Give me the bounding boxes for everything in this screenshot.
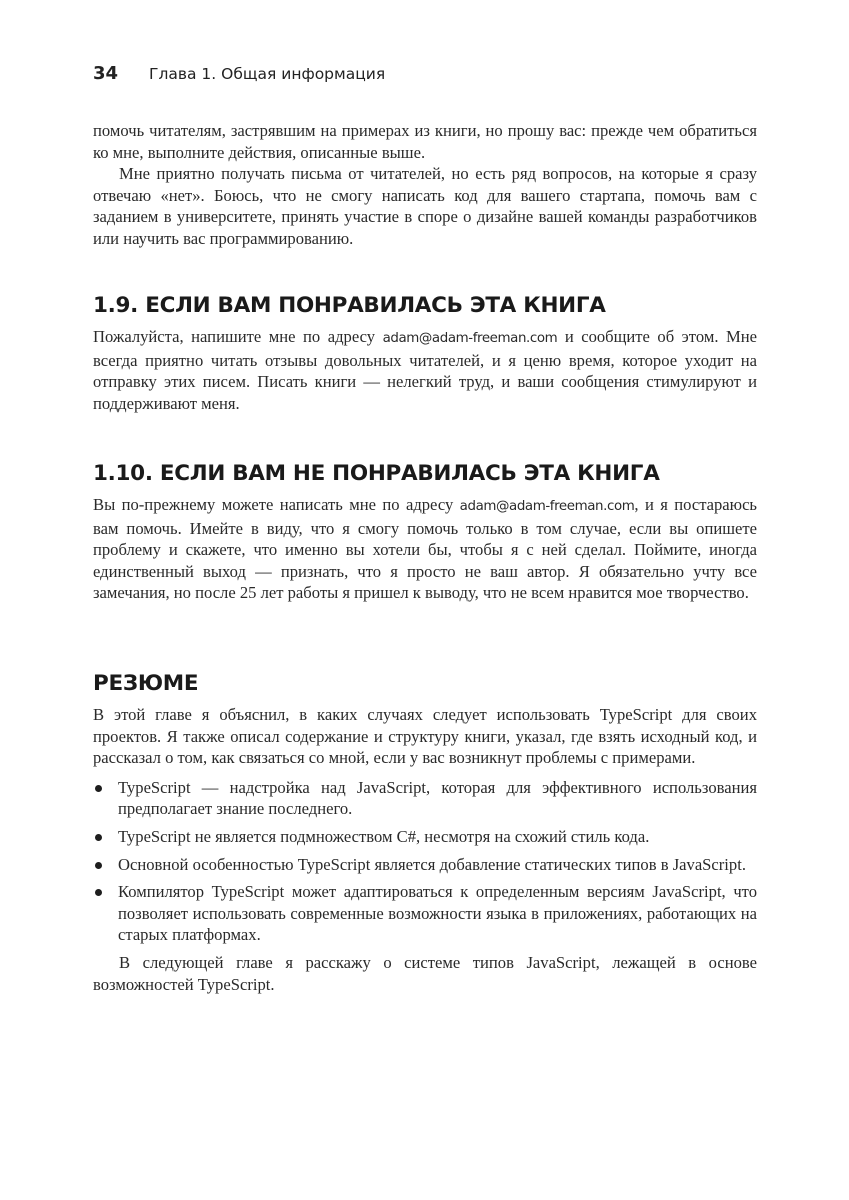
summary-section: [93, 671, 757, 995]
bullet-icon: [95, 862, 102, 869]
section-heading: РЕЗЮМЕ: [93, 671, 199, 696]
email-address: adam@adam-freeman.com: [459, 499, 635, 514]
section-1-10: [93, 461, 757, 604]
bullet-text: Основной особенностью TypeScript является добавление статических типов в JavaScript.: [118, 854, 746, 874]
intro-paragraph-2: Мне приятно получать письма от читателей, но есть ряд вопросов, на которые я сразу отвечаю «нет». Боюсь, что не смогу написать код для вашего стартапа, помочь вам с заданием в университете, принять участие в споре о дизайне вашей команды разработчиков или научить вас программированию.: [93, 164, 757, 248]
summary-intro: В этой главе я объяснил, в каких случаях следует использовать TypeScript для своих проектов. Я также описал содержание и структуру книги, указал, где взять исходный код, и рассказал о том, как связаться со мной, если у вас возникнут проблемы с примерами.: [93, 705, 757, 768]
bullet-item: [93, 777, 757, 820]
chapter-title: Глава 1. Общая информация: [149, 65, 386, 83]
bullet-icon: [95, 889, 102, 896]
text: Пожалуйста, напишите мне по адресу: [93, 327, 383, 346]
running-header: [93, 63, 385, 84]
summary-closing: В следующей главе я расскажу о системе типов JavaScript, лежащей в основе возможностей TypeScript.: [93, 952, 757, 994]
intro-section: [93, 120, 757, 250]
bullet-text: Компилятор TypeScript может адаптироваться к определенным версиям JavaScript, что позволяет использовать современные возможности языка в приложениях, работающих на старых платформах.: [118, 882, 757, 945]
text: , и я постараюсь вам помочь. Имейте в виду, что я смогу помочь только в том случае, если вы опишете проблему и скажете, что именно вы хотели бы, чтобы я с ней сделал. Поймите, иногда единственный выход — признать, что я просто не ваш автор. Я обязательно учту все замечания, но после 25 лет работы я пришел к выводу, что не всем нравится мое творчество.: [93, 495, 758, 603]
page-number: 34: [93, 63, 119, 84]
bullet-text: TypeScript не является подмножеством C#, несмотря на схожий стиль кода.: [118, 826, 650, 846]
intro-paragraph-1: помочь читателям, застрявшим на примерах из книги, но прошу вас: прежде чем обратиться ко мне, выполните действия, описанные выше.: [93, 121, 757, 162]
bullet-text: TypeScript — надстройка над JavaScript, которая для эффективного использования предполагает знание последнего.: [118, 777, 757, 819]
bullet-item: [93, 854, 757, 876]
summary-bullet-list: [93, 777, 757, 946]
bullet-item: [93, 826, 757, 848]
email-address: adam@adam-freeman.com: [382, 331, 558, 346]
text: и сообщите об этом. Мне всегда приятно читать отзывы довольных читателей, и я ценю время, которое уходит на отправку этих писем. Писать книги — нелегкий труд, и ваши сообщения стимулируют и поддерживают меня.: [93, 327, 757, 413]
section-heading: 1.9. ЕСЛИ ВАМ ПОНРАВИЛАСЬ ЭТА КНИГА: [93, 293, 606, 318]
section-paragraph: [93, 494, 757, 604]
bullet-icon: [95, 834, 102, 841]
bullet-icon: [95, 785, 102, 792]
text: Вы по-прежнему можете написать мне по адресу: [93, 495, 460, 514]
section-1-9: [93, 293, 757, 414]
section-heading: 1.10. ЕСЛИ ВАМ НЕ ПОНРАВИЛАСЬ ЭТА КНИГА: [93, 461, 660, 486]
section-paragraph: [93, 326, 757, 414]
bullet-item: [93, 881, 757, 946]
